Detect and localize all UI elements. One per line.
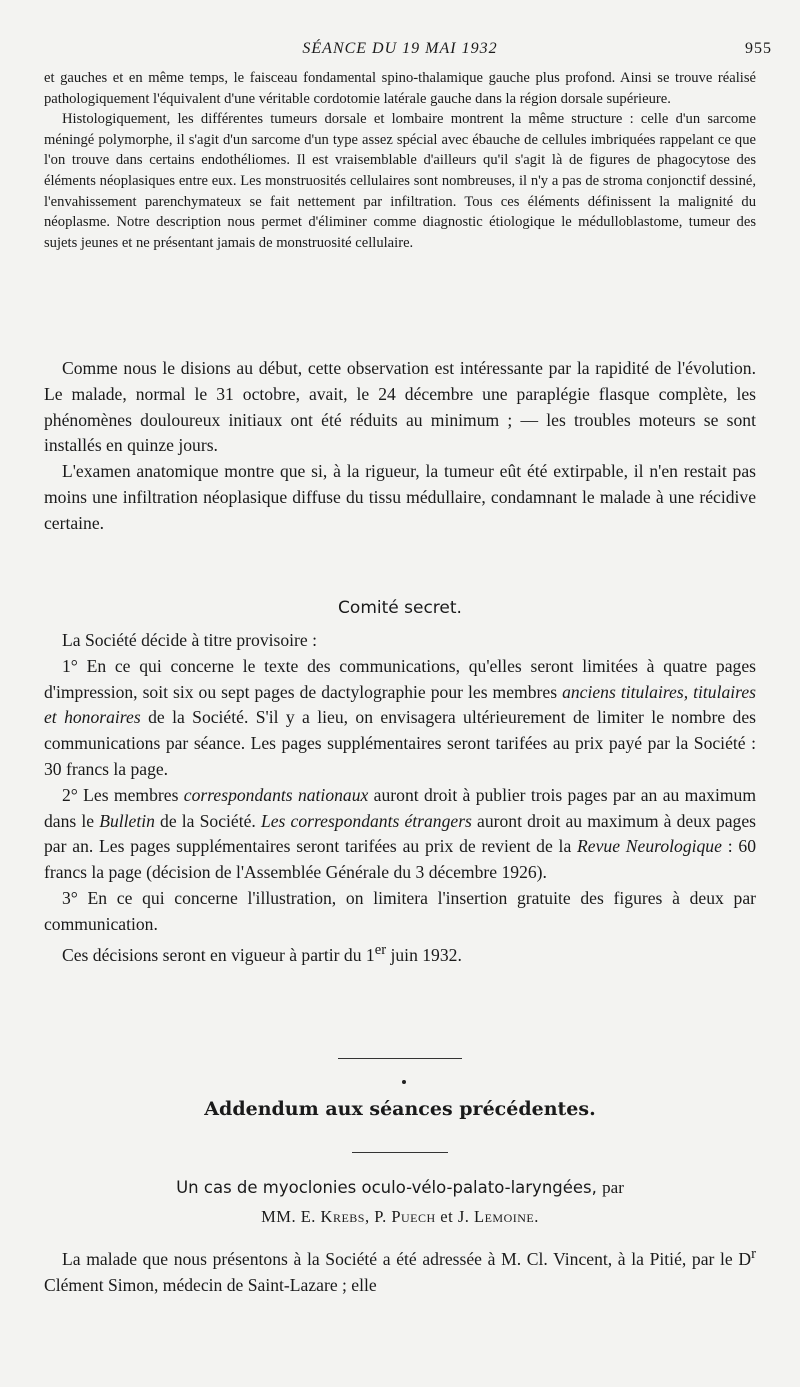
conclusion-text — [44, 356, 756, 537]
author-name: Krebs — [320, 1207, 365, 1226]
comite-text — [44, 628, 756, 968]
text-run: MM. E. — [261, 1207, 321, 1226]
article-title-text: Un cas de myoclonies oculo-vélo-palato-laryngées, — [176, 1178, 597, 1197]
article-title — [44, 1178, 756, 1198]
text-run: de la Société. — [154, 810, 261, 831]
text-run: juin 1932. — [386, 944, 462, 965]
paragraph: La Société décide à titre provisoire : — [62, 630, 318, 650]
text-run: Ces décisions seront en vigueur à partir du 1 — [62, 944, 375, 965]
text-run: : 60 francs la page (décision de l'Assemblée Générale du 3 décembre 1926). — [44, 836, 756, 883]
page-header — [0, 40, 800, 60]
text-run: Clément Simon, médecin de Saint-Lazare ; elle — [44, 1274, 377, 1295]
superscript: er — [374, 941, 387, 958]
text-run: , P. — [364, 1207, 392, 1226]
text-run: anciens titulaires, titulaires et honoraires — [44, 681, 756, 728]
article-authors — [44, 1207, 756, 1227]
paragraph-item-2 — [44, 783, 756, 886]
text-run: correspondants nationaux — [183, 784, 369, 805]
text-run: de la Société. S'il y a lieu, on envisagera ultérieurement de limiter le nombre des communications par séance. Les pages supplémentaires seront tarifées au prix payé par la Société : 30 francs la page. — [44, 707, 756, 779]
text-run: Bulletin — [99, 810, 155, 831]
text-run: Les correspondants étrangers — [260, 810, 472, 831]
text-run: 2° Les membres — [62, 784, 184, 805]
paragraph-item-3: 3° En ce qui concerne l'illustration, on limitera l'insertion gratuite des figures à deux par communication. — [44, 887, 756, 934]
text-run: . — [534, 1207, 539, 1226]
page-number: 955 — [745, 40, 772, 57]
text-run: La malade que nous présentons à la Société a été adressée à M. Cl. Vincent, à la Pitié, par le D — [62, 1248, 752, 1269]
section-heading-comite: Comité secret. — [338, 598, 462, 618]
paragraph: et gauches et en même temps, le faisceau fondamental spino-thalamique gauche plus profond. Ainsi se trouve réalisé pathologiquement l'équivalent d'une véritable cordotomie latérale gauche dans la région dorsale supérieure. — [44, 70, 756, 107]
paragraph: L'examen anatomique montre que si, à la rigueur, la tumeur eût été extirpable, il n'en restait pas moins une infiltration néoplasique diffuse du tissu médullaire, condamnant le malade à une récidive certaine. — [44, 461, 756, 533]
article-text — [44, 1242, 756, 1298]
ornament-dot — [402, 1080, 406, 1084]
paragraph-item-1 — [44, 654, 756, 783]
divider-rule — [338, 1058, 462, 1059]
text-run: 1° En ce qui concerne le texte des communications, qu'elles seront limitées à quatre pages d'impression, soit six ou sept pages de dactylographie pour les membres — [44, 655, 756, 702]
article-title-par: par — [602, 1178, 624, 1197]
author-name: Puech — [391, 1207, 436, 1226]
intro-text — [44, 68, 756, 253]
paragraph: Comme nous le disions au début, cette observation est intéressante par la rapidité de l'évolution. Le malade, normal le 31 octobre, avait, le 24 décembre une paraplégie flasque complète, les phénomènes douloureux initiaux ont été réduits au minimum ; — les troubles moteurs se sont installés en quinze jours. — [44, 358, 756, 456]
author-name: Lemoine — [474, 1207, 535, 1226]
running-title: SÉANCE DU 19 MAI 1932 — [302, 40, 498, 57]
divider-rule — [352, 1152, 448, 1153]
paragraph — [44, 1242, 756, 1298]
superscript: r — [751, 1246, 756, 1262]
text-run: auront droit à publier trois pages par an au maximum dans le — [44, 784, 756, 831]
text-run: auront droit au maximum à deux pages par an. Les pages supplémentaires seront tarifées au prix de revient de la — [44, 810, 757, 857]
section-heading-addendum: Addendum aux séances précédentes. — [204, 1098, 596, 1120]
text-run: et J. — [435, 1207, 475, 1226]
paragraph: Histologiquement, les différentes tumeurs dorsale et lombaire montrent la même structure : celle d'un sarcome méningé polymorphe, il s'agit d'un sarcome d'un type assez spécial avec ébauche de cellules imbriquées rappelant ce que l'on trouve dans certains endothéliomes. Il est vraisemblable d'ailleurs qu'il s'agit là de figures de phagocytose des éléments néoplasiques entre eux. Les monstruosités cellulaires sont nombreuses, il n'y a pas de stroma conjonctif dessiné, l'envahissement parenchymateux se fait nettement par infiltration. Tous ces éléments définissent la malignité du néoplasme. Notre description nous permet d'éliminer comme diagnostic étiologique le médulloblastome, tumeur des sujets jeunes et ne présentant jamais de monstruosité cellulaire. — [44, 111, 756, 251]
paragraph-closing — [44, 938, 756, 969]
text-run: Revue Neurologique — [577, 836, 722, 857]
